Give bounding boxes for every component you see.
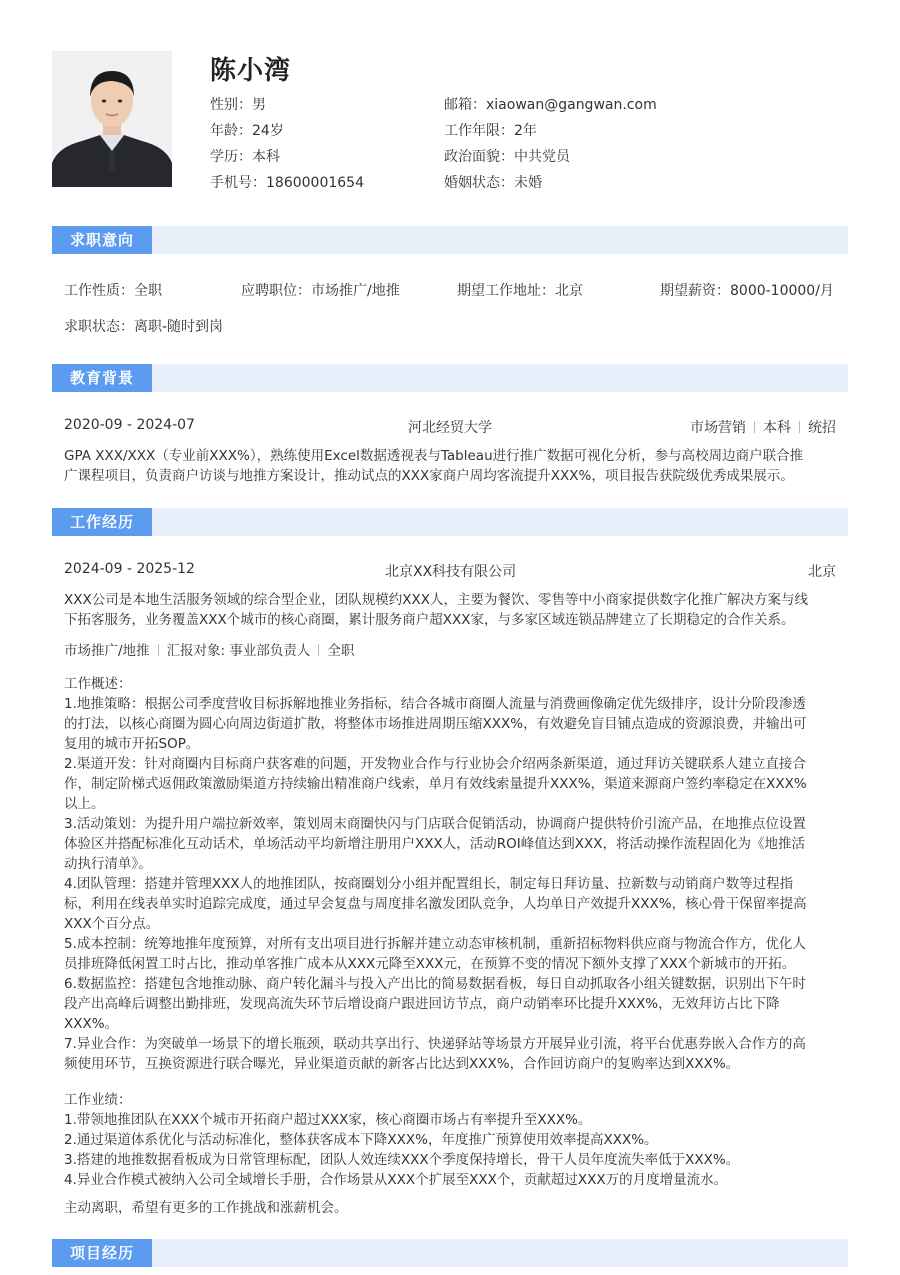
work-period: 2024-09 - 2025-12 (64, 561, 195, 577)
work-leave-reason: 主动离职，希望有更多的工作挑战和涨薪机会。 (64, 1200, 348, 1216)
section-header-work (52, 508, 848, 536)
work-role: 市场推广/地推 (64, 643, 150, 659)
edu-degree: 本科 (763, 420, 791, 436)
candidate-name: 陈小湾 (210, 56, 292, 86)
intent-salary: 期望薪资：8000-10000/月 (660, 283, 834, 299)
info-age: 年龄：24岁 (210, 123, 284, 139)
section-title: 求职意向 (52, 226, 152, 254)
section-header-intent (52, 226, 848, 254)
info-gender: 性别：男 (210, 97, 266, 113)
section-title: 教育背景 (52, 364, 152, 392)
work-overview: 工作概述： 1.地推策略：根据公司季度营收目标拆解地推业务指标，结合各城市商圈人流量与消费画像确定优先级排序，设计分阶段渗透 的打法，以核心商圈为圆心向周边街道扩散，将整体市场推进周期压缩XXX%，有效避免盲目铺点造成的资源浪费，并输出可 复用的城市开拓SOP。 2.渠道开发：针对商圈内目标商户获客难的问题，开发物业合作与行业协会介绍两条新渠道，通过拜访关键联系人建立直接合 作，制定阶梯式返佣政策激励渠道方持续输出精准商户线索，单月有效线索量提升XXX%，渠道来源商户签约率稳定在XXX% 以上。 3.活动策划：为提升用户端拉新效率，策划周末商圈快闪与门店联合促销活动，协调商户提供特价引流产品，在地推点位设置 体验区并搭配标准化互动话术，单场活动平均新增注册用户XXX人，活动ROI峰值达到XXX，将活动操作流程固化为《地推活 动执行清单》。 4.团队管理：搭建并管理XXX人的地推团队，按商圈划分小组并配置组长，制定每日拜访量、拉新数与动销商户数等过程指 标，利用在线表单实时追踪完成度，通过早会复盘与周度排名激发团队竞争，人均单日产效提升XXX%，核心骨干保留率提高 XXX个百分点。 5.成本控制：统筹地推年度预算，对所有支出项目进行拆解并建立动态审核机制，重新招标物料供应商与物流合作方，优化人 员排班降低闲置工时占比，推动单客推广成本从XXX元降至XXX元，在预算不变的情况下额外支撑了XXX个新城市的开拓。 6.数据监控：搭建包含地推动脉、商户转化漏斗与投入产出比的简易数据看板，每日自动抓取各小组关键数据，识别出下午时 段产出高峰后调整出勤排班，发现高流失环节后增设商户跟进回访节点，商户动销率环比提升XXX%，无效拜访占比下降 XXX%。 7.异业合作：为突破单一场景下的增长瓶颈，联动共享出行、快递驿站等场景方开展异业引流，将平台优惠券嵌入合作方的高 频使用环节，互换资源进行联合曝光，异业渠道贡献的新客占比达到XXX%，合作回访商户的复购率达到XXX%。 (64, 676, 807, 1072)
work-job-type: 全职 (327, 643, 355, 659)
edu-major: 市场营销 (690, 420, 746, 436)
work-report: 汇报对象: 事业部负责人 (166, 643, 311, 659)
work-company: 北京XX科技有限公司 (385, 564, 517, 580)
info-work-years: 工作年限：2年 (444, 123, 537, 139)
work-company-intro: XXX公司是本地生活服务领域的综合型企业，团队规模约XXX人，主要为餐饮、零售等中小商家提供数字化推广解决方案与线 下拓客服务，业务覆盖XXX个城市的核心商圈，累计服务商户超XXX家，与多家区域连锁品牌建立了长期稳定的合作关系。 (64, 592, 808, 628)
info-education: 学历：本科 (210, 149, 280, 165)
section-header-education (52, 364, 848, 392)
section-title: 工作经历 (52, 508, 152, 536)
info-political-status: 政治面貌：中共党员 (444, 149, 570, 165)
edu-meta (690, 417, 836, 437)
edu-type: 统招 (808, 420, 836, 436)
intent-position: 应聘职位：市场推广/地推 (241, 283, 400, 299)
work-city: 北京 (808, 564, 836, 580)
info-email: 邮箱：xiaowan@gangwan.com (444, 97, 657, 113)
section-title: 项目经历 (52, 1239, 152, 1267)
work-tags (64, 639, 354, 659)
edu-description: GPA XXX/XXX（专业前XXX%），熟练使用Excel数据透视表与Tableau进行推广数据可视化分析，参与高校周边商户联合推 广课程项目，负责商户访谈与地推方案设计，推动试点的XXX家商户周均客流提升XXX%，项目报告获院级优秀成果展示。 (64, 448, 804, 484)
intent-status: 求职状态：离职-随时到岗 (64, 319, 224, 335)
profile-photo (52, 51, 172, 187)
info-marital-status: 婚姻状态：未婚 (444, 175, 542, 191)
section-header-project (52, 1239, 848, 1267)
edu-period: 2020-09 - 2024-07 (64, 417, 195, 433)
info-phone: 手机号：18600001654 (210, 175, 364, 191)
edu-school: 河北经贸大学 (408, 420, 492, 436)
intent-nature: 工作性质：全职 (64, 283, 162, 299)
intent-city: 期望工作地址：北京 (457, 283, 583, 299)
work-results: 工作业绩： 1.带领地推团队在XXX个城市开拓商户超过XXX家，核心商圈市场占有率提升至XXX%。 2.通过渠道体系优化与活动标准化，整体获客成本下降XXX%，年度推广预算使用效率提高XXX%。 3.搭建的地推数据看板成为日常管理标配，团队人效连续XXX个季度保持增长，骨干人员年度流失率低于XXX%。 4.异业合作模式被纳入公司全域增长手册，合作场景从XXX个扩展至XXX个，贡献超过XXX万的月度增量流水。 (64, 1092, 740, 1188)
